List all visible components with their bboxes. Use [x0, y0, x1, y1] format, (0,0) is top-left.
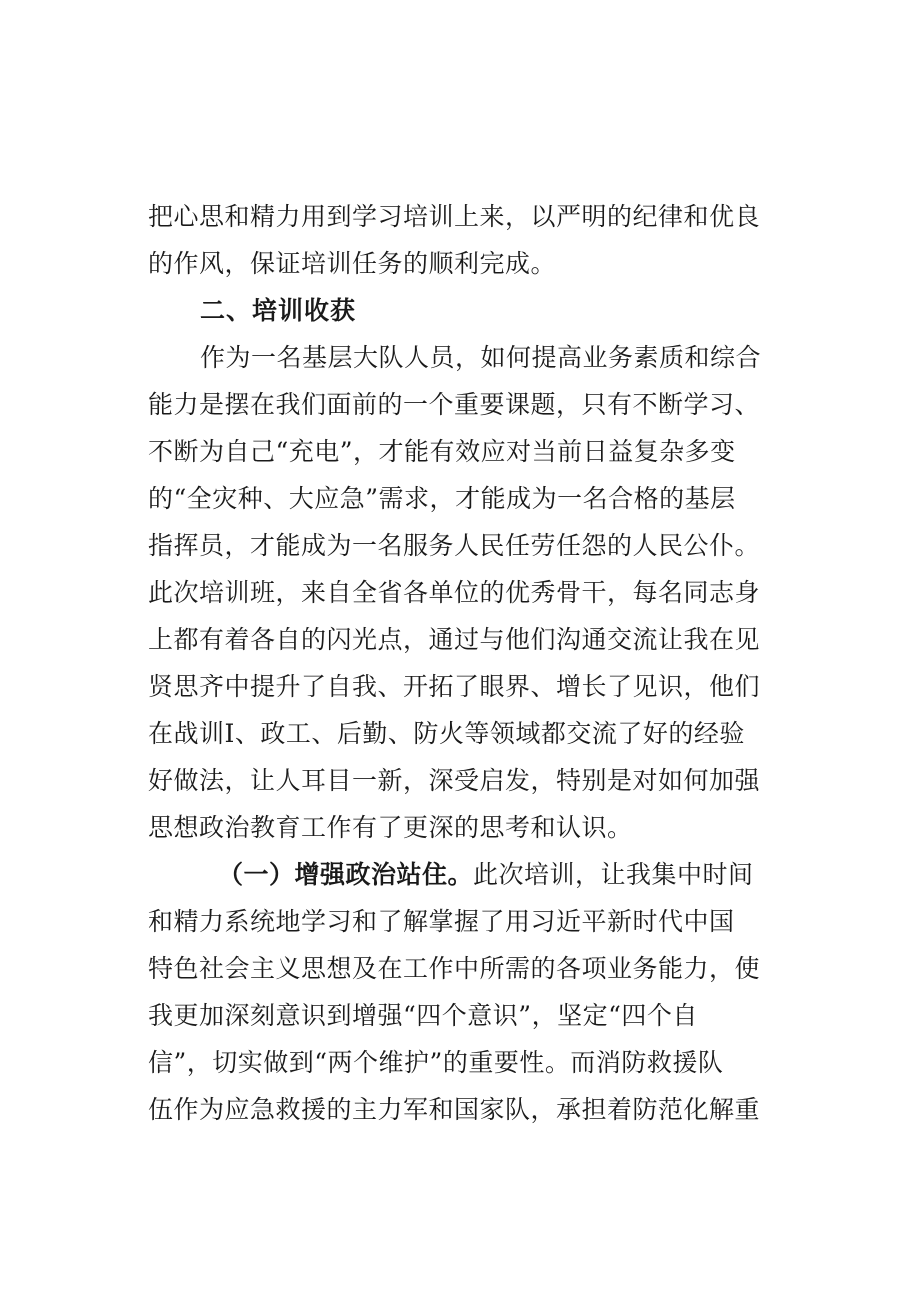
paragraph-line-5: 不断为自己“充电”，才能有效应对当前日益复杂多变 — [148, 437, 736, 466]
section-heading: 二、培训收获 — [200, 296, 357, 325]
paragraph-line-13: 思想政治教育工作有了更深的思考和认识。 — [148, 813, 633, 842]
paragraph-line-16: 我更加深刻意识到增强“四个意识”，坚定“四个自 — [148, 1001, 698, 1030]
paragraph-line-17: 信”，切实做到“两个维护”的重要性。而消防救援队 — [148, 1048, 724, 1077]
paragraph-line-18: 伍作为应急救援的主力军和国家队，承担着防范化解重 — [148, 1095, 761, 1124]
subsection-text: 此次培训，让我集中时间 — [473, 860, 754, 889]
subsection-line — [218, 854, 858, 896]
paragraph-line-7: 指挥员，才能成为一名服务人民任劳任怨的人民公仆。 — [148, 531, 761, 560]
paragraph-line-2: 的作风，保证培训任务的顺利完成。 — [148, 249, 557, 278]
paragraph-line-14: 和精力系统地学习和了解掌握了用习近平新时代中国 — [148, 907, 735, 936]
paragraph-line-15: 特色社会主义思想及在工作中所需的各项业务能力，使 — [148, 954, 761, 983]
paragraph-line-12: 好做法，让人耳目一新，深受启发，特别是对如何加强 — [148, 766, 761, 795]
paragraph-line-11: 在战训I、政工、后勤、防火等领域都交流了好的经验 — [148, 719, 745, 748]
paragraph-line-4: 能力是摆在我们面前的一个重要课题，只有不断学习、 — [148, 390, 761, 419]
paragraph-line-9: 上都有着各自的闪光点，通过与他们沟通交流让我在见 — [148, 625, 761, 654]
paragraph-line-6: 的“全灾种、大应急”需求，才能成为一名合格的基层 — [148, 484, 736, 513]
subsection-heading: （一）增强政治站住。 — [218, 860, 474, 889]
paragraph-line-1: 把心思和精力用到学习培训上来，以严明的纪律和优良 — [148, 202, 761, 231]
paragraph-line-3: 作为一名基层大队人员，如何提高业务素质和综合 — [200, 343, 762, 372]
paragraph-line-10: 贤思齐中提升了自我、开拓了眼界、增长了见识，他们 — [148, 672, 761, 701]
paragraph-line-8: 此次培训班，来自全省各单位的优秀骨干，每名同志身 — [148, 578, 761, 607]
